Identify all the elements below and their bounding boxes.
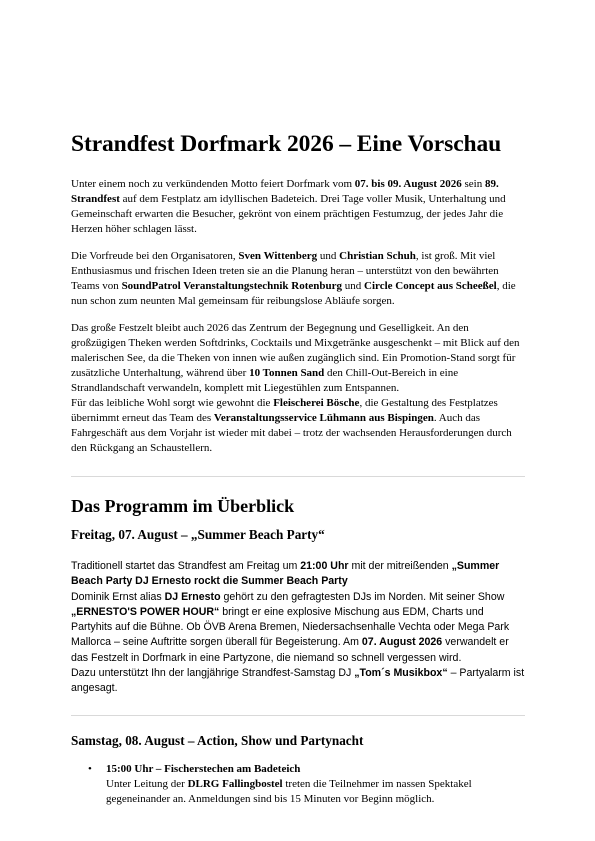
list-item-text: Unter Leitung der DLRG Fallingbostel treten die Teilnehmer im nassen Spektakel gegeneinander an. Anmeldungen sind bis 15 Minuten vor Beginn möglich. [106, 777, 472, 805]
bold-text: 10 Tonnen Sand [249, 367, 325, 379]
bold-text: Christian Schuh [339, 250, 416, 262]
bold-text: Sven Wittenberg [238, 250, 318, 262]
bold-text: Circle Concept aus Scheeßel [364, 280, 497, 292]
bold-text: Veranstaltungsservice Lühmann aus Bispingen [213, 412, 434, 424]
intro-paragraph-3: Das große Festzelt bleibt auch 2026 das Zentrum der Begegnung und Geselligkeit. An den großzügigen Theken werden Softdrinks, Cocktails und Mixgetränke ausgeschenkt – mit Blick auf den malerischen See, da die Theken von innen wie außen zugänglich sind. Ein Promotion-Stand sorgt für zusätzliche Unterhaltung, während über 10 Tonnen Sand den Chill-Out-Bereich in eine Strandlandschaft verwandeln, komplett mit Liegestühlen zum Entspannen. [71, 322, 520, 394]
bold-text: „Tom´s Musikbox“ [354, 667, 448, 680]
list-item-title: 15:00 Uhr – Fischerstechen am Badeteich [106, 762, 301, 775]
intro-paragraph-1: Unter einem noch zu verkündenden Motto feiert Dorfmark vom 07. bis 09. August 2026 sein 89. Strandfest auf dem Festplatz am idyllischen Badeteich. Drei Tage voller Musik, Unterhaltung und Gemeinschaft erwarten die Besucher, gekrönt von einem prächtigen Festumzug, der jedes Jahr die Herzen höher schlagen lässt. [71, 178, 506, 235]
page-title: Strandfest Dorfmark 2026 – Eine Vorschau [71, 131, 502, 157]
bold-text: 07. August 2026 [361, 636, 443, 649]
bold-text: „Summer Beach Party DJ Ernesto rockt die Summer Beach Party [71, 560, 500, 588]
freitag-line-2: Dominik Ernst alias DJ Ernesto gehört zu den gefragtesten DJs im Norden. Mit seiner Show „ERNESTO'S POWER HOUR“ bringt er eine explosive Mischung aus EDM, Charts und Partyhits auf die Bühne. Ob ÖVB Arena Bremen, Niedersachsenhalle Vechta oder Mega Park Mallorca – seine Auftritte sorgen überall für Begeisterung. Am 07. August 2026 verwandelt er das Festzelt in Dorfmark in eine Partyzone, die niemand so schnell vergessen wird. [71, 590, 510, 664]
section-divider-1 [71, 476, 525, 477]
bold-text: DJ Ernesto [164, 590, 221, 603]
bold-text: Fleischerei Bösche [273, 397, 360, 409]
intro-paragraph-2: Die Vorfreude bei den Organisatoren, Sven Wittenberg und Christian Schuh, ist groß. Mit viel Enthusiasmus und frischen Ideen treten sie an die Planung heran – unterstützt von den bewährten Teams von SoundPatrol Veranstaltungstechnik Rotenburg und Circle Concept aus Scheeßel, die nun schon zum neunten Mal gemeinsam für reibungslose Abläufe sorgen. [71, 250, 516, 307]
bold-text: 21:00 Uhr [300, 560, 349, 572]
section-heading-programm: Das Programm im Überblick [71, 496, 295, 516]
bold-text: SoundPatrol Veranstaltungstechnik Rotenburg [121, 280, 343, 292]
freitag-line-1: Traditionell startet das Strandfest am Freitag um 21:00 Uhr mit der mitreißenden „Summer Beach Party DJ Ernesto rockt die Summer Beach Party [71, 560, 500, 588]
subheading-freitag: Freitag, 07. August – „Summer Beach Party“ [71, 527, 325, 542]
bold-text: 07. bis 09. August 2026 [354, 178, 462, 190]
freitag-line-3: Dazu unterstützt Ihn der langjährige Strandfest-Samstag DJ „Tom´s Musikbox“ – Partyalarm ist angesagt. [71, 667, 525, 695]
intro-paragraph-4: Für das leibliche Wohl sorgt wie gewohnt die Fleischerei Bösche, die Gestaltung des Festplatzes übernimmt erneut das Team des Veranstaltungsservice Lühmann aus Bispingen. Auch das Fahrgeschäft aus dem Vorjahr ist wieder mit dabei – trotz der wachsenden Herausforderungen durch den Rückgang an Schaustellern. [71, 397, 512, 454]
samstag-list [71, 762, 525, 807]
subheading-samstag: Samstag, 08. August – Action, Show und Partynacht [71, 732, 364, 748]
list-item [71, 762, 525, 807]
document-content [71, 128, 525, 807]
bold-text: DLRG Fallingbostel [187, 777, 283, 790]
section-divider-2 [71, 715, 525, 716]
bullet-icon: • [88, 762, 92, 775]
bold-text: „ERNESTO'S POWER HOUR“ [71, 605, 220, 618]
bold-text: 89. Strandfest [71, 178, 499, 205]
